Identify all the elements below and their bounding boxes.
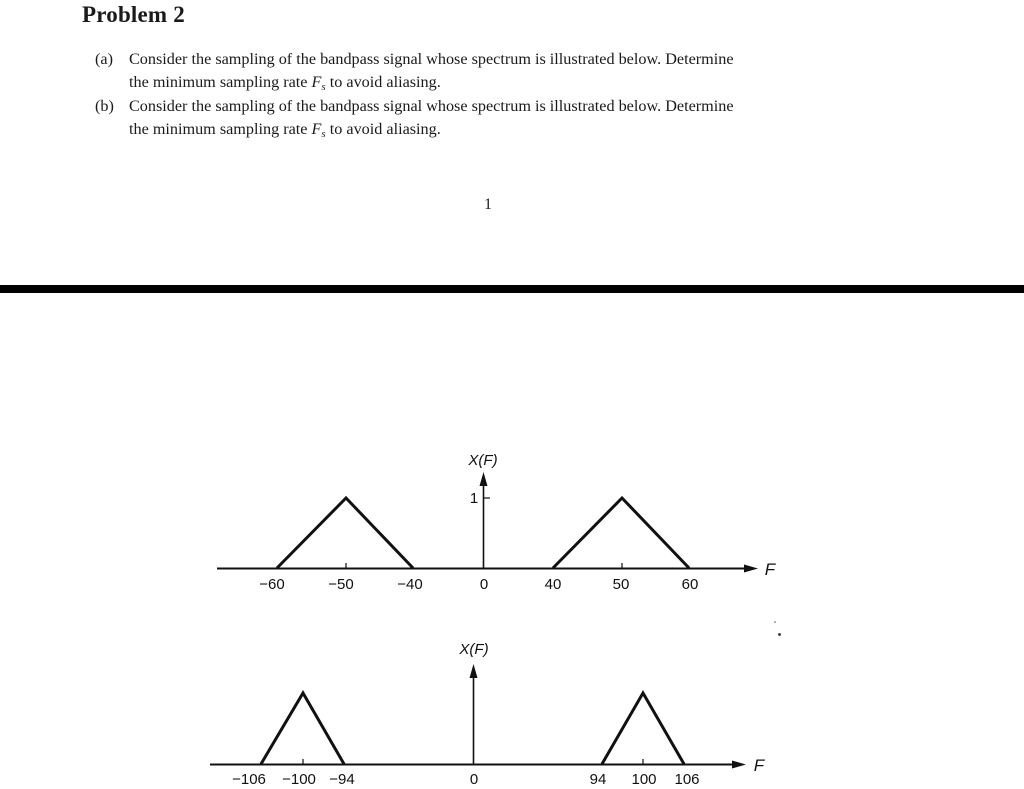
x-tick-label: −40 (397, 576, 423, 593)
part-a-line-2-post: to avoid aliasing. (325, 73, 441, 91)
x-tick-label: −106 (232, 771, 266, 788)
x-axis-label: F (764, 560, 776, 579)
math-symbol: F (311, 73, 322, 91)
page-number: 1 (484, 196, 492, 213)
x-tick-label: 40 (544, 576, 562, 593)
x-axis-arrow-icon (732, 761, 746, 769)
x-tick-label: 106 (674, 771, 700, 788)
math-subscript: s (321, 81, 326, 93)
problem-title: Problem 2 (82, 2, 185, 27)
x-tick-label: −94 (329, 771, 355, 788)
part-b-line-2-pre: the minimum sampling rate (129, 120, 312, 138)
math-subscript: s (321, 128, 326, 140)
part-a-line-1: Consider the sampling of the bandpass signal whose spectrum is illustrated below. Determine (129, 50, 734, 68)
part-label-b: (b) (95, 97, 114, 115)
x-tick-label: −50 (328, 576, 354, 593)
x-tick-label: 100 (631, 771, 657, 788)
part-b-line-2-post: to avoid aliasing. (325, 120, 441, 138)
x-tick-label: 94 (589, 771, 607, 788)
part-label-a: (a) (95, 50, 113, 68)
x-tick-label: 0 (469, 771, 479, 788)
x-tick-label: −60 (259, 576, 285, 593)
x-tick-label: −100 (282, 771, 316, 788)
part-b-line-1: Consider the sampling of the bandpass signal whose spectrum is illustrated below. Determine (129, 97, 734, 115)
x-axis-label: F (753, 756, 765, 775)
negative-band-triangle (261, 693, 344, 764)
y-axis-arrow-icon (470, 664, 478, 678)
x-tick-label: 50 (612, 576, 630, 593)
y-axis-label: X(F) (459, 641, 489, 658)
part-a-line-2-pre: the minimum sampling rate (129, 73, 312, 91)
positive-band-triangle (602, 693, 684, 764)
math-symbol: F (311, 120, 322, 138)
scan-speck (778, 633, 781, 636)
scan-speck (774, 621, 776, 623)
y-axis-label: X(F) (468, 452, 498, 469)
x-tick-label: 60 (681, 576, 699, 593)
y-tick-label: 1 (469, 490, 479, 507)
x-tick-label: 0 (479, 576, 489, 593)
